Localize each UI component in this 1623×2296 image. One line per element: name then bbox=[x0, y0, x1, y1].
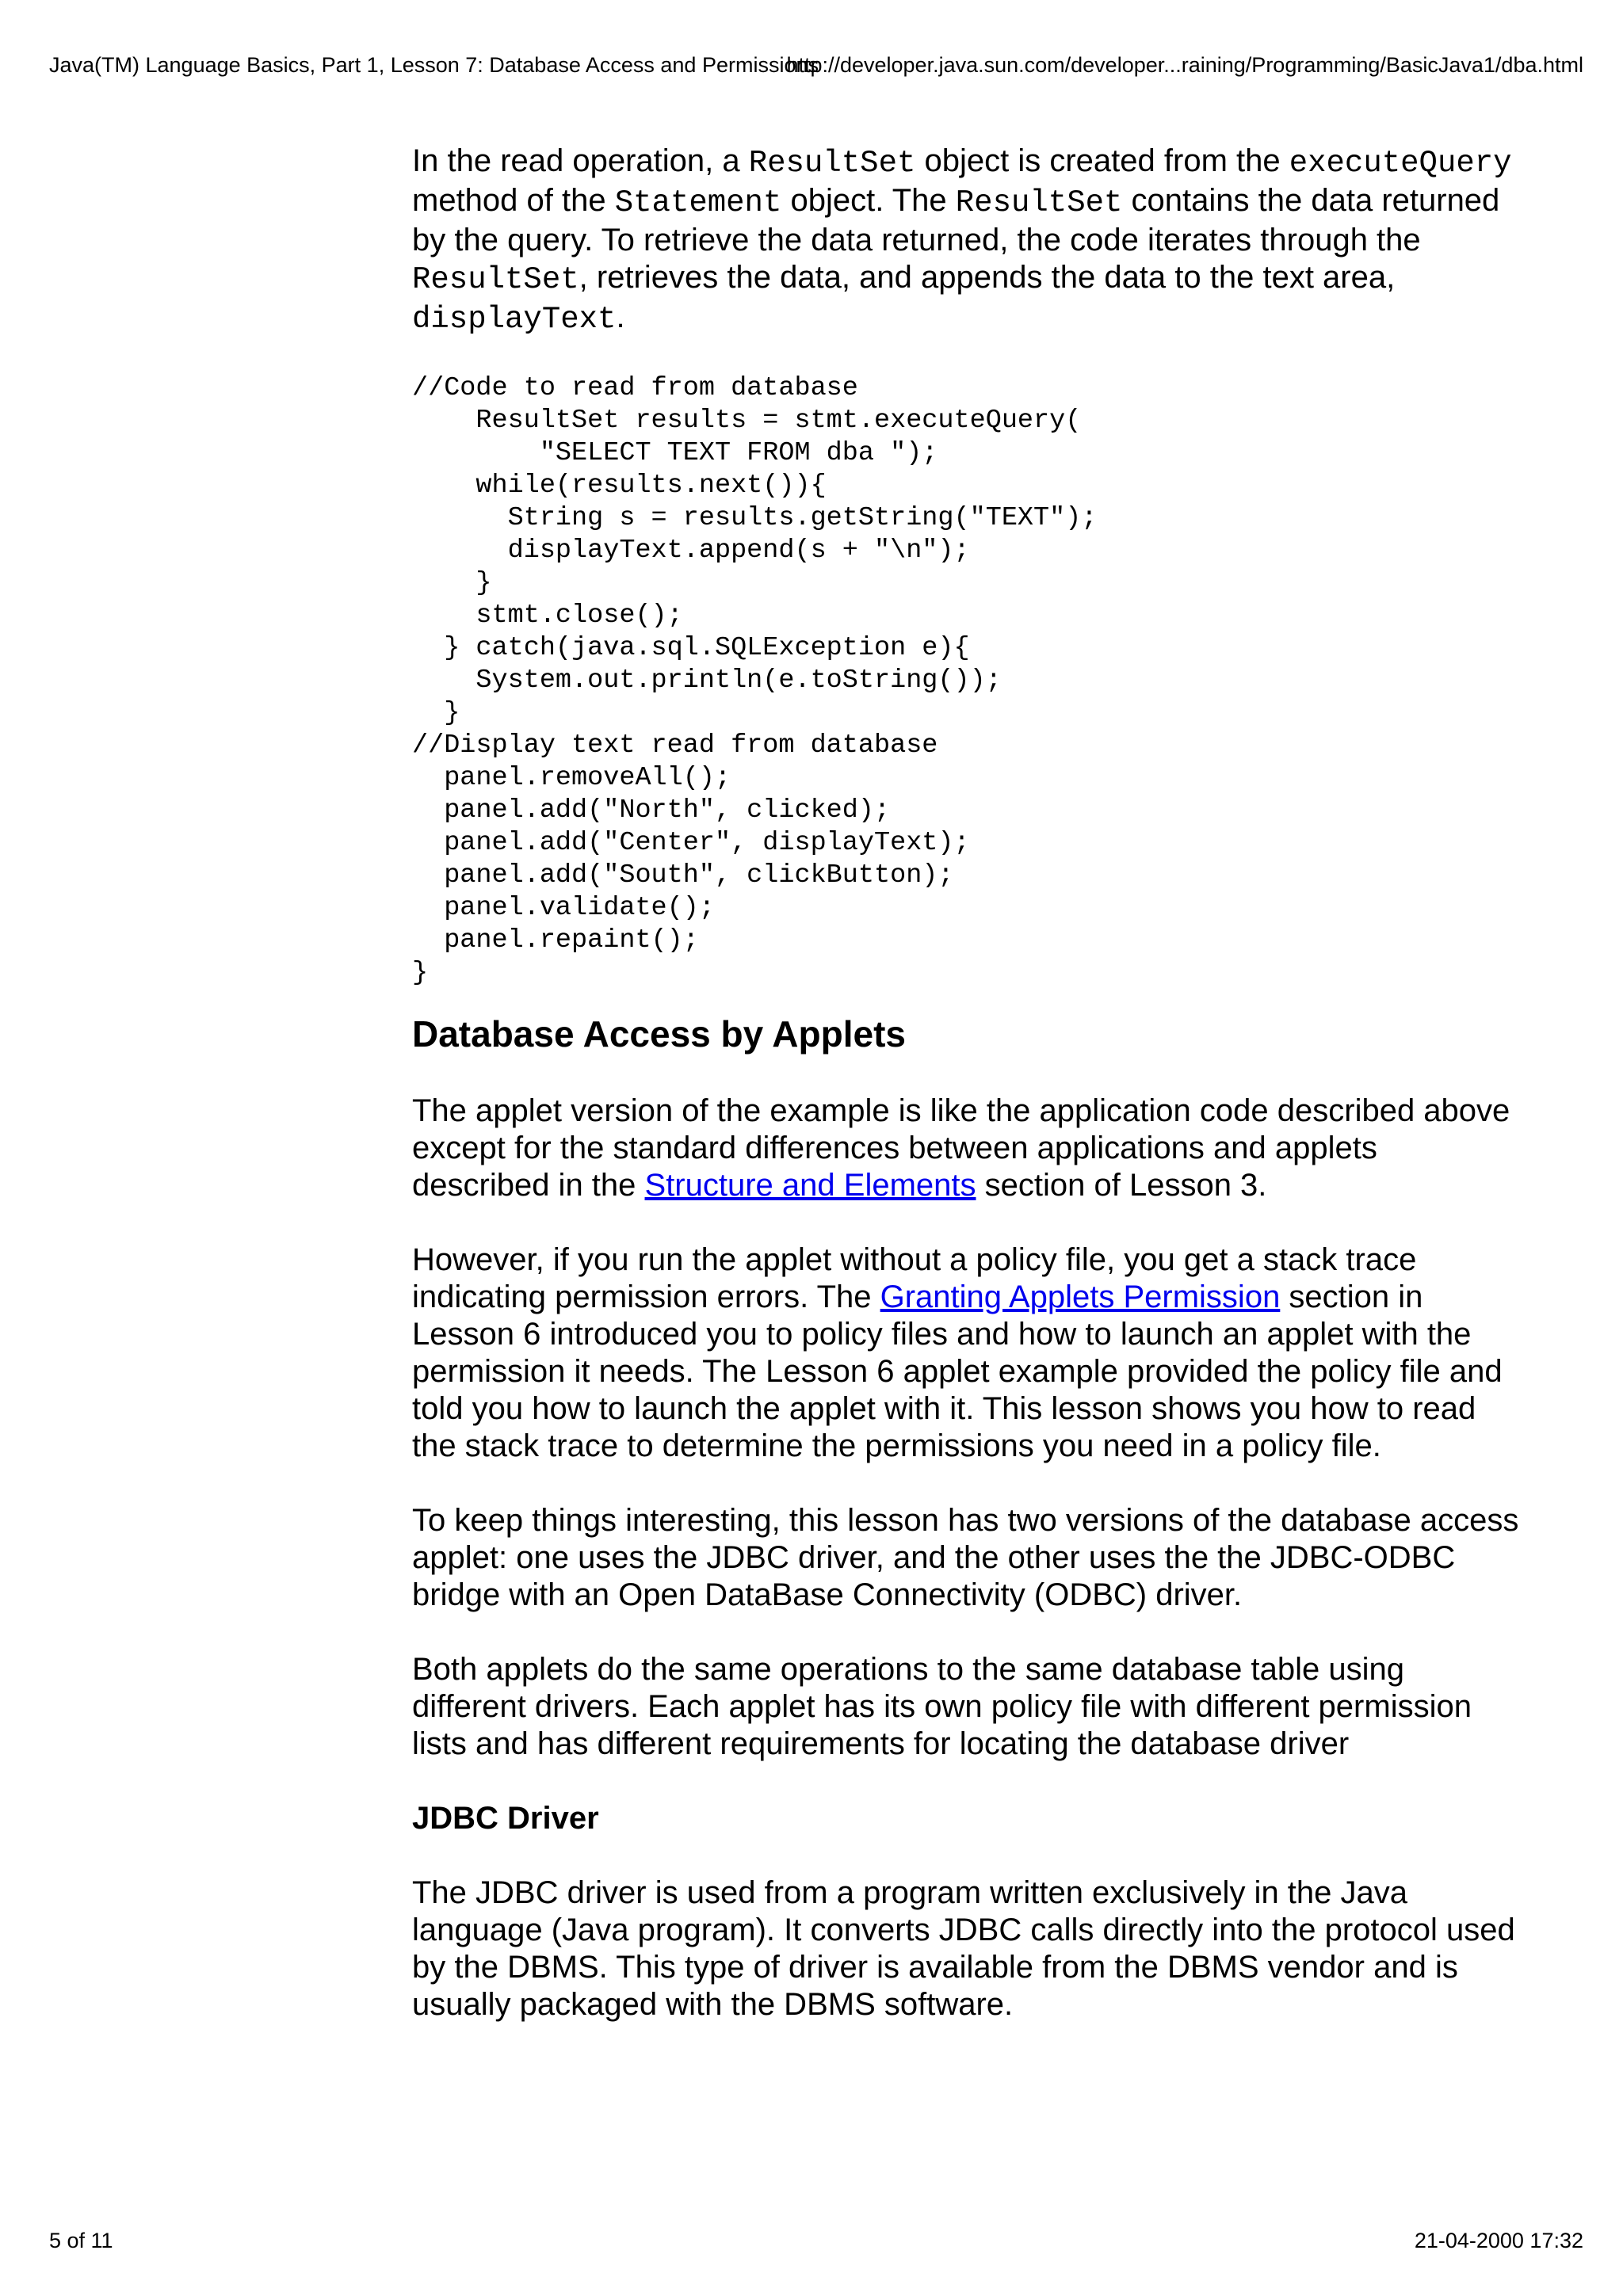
paragraph-text: section in Lesson 6 introduced you to policy files and how to launch an applet with the permission it needs. The Lesson 6 applet example provided the policy file and told you how to launch the applet with it. This lesson shows you how to read the stack trace to determine the permissions you need in a policy file. bbox=[412, 1280, 1503, 1463]
inline-code: Statement bbox=[614, 185, 782, 220]
page-title: Java(TM) Language Basics, Part 1, Lesson 7: Database Access and Permissions bbox=[49, 53, 819, 77]
paragraph: The JDBC driver is used from a program written exclusively in the Java language (Java program). It converts JDBC calls directly into the protocol used by the DBMS. This type of driver is available from the DBMS vendor and is usually packaged with the DBMS software. bbox=[412, 1875, 1515, 2022]
paragraph bbox=[412, 1241, 1522, 1465]
page-number: 5 of 11 bbox=[49, 2229, 113, 2252]
intro-text: In the read operation, a bbox=[412, 143, 749, 178]
intro-text: contains the data returned by the query. To retrieve the data returned, the code iterates through the bbox=[412, 183, 1500, 257]
intro-text: object is created from the bbox=[915, 143, 1289, 178]
intro-text: method of the bbox=[412, 183, 615, 218]
intro-text: . bbox=[616, 299, 625, 334]
inline-code: displayText bbox=[412, 302, 617, 337]
paragraph: To keep things interesting, this lesson has two versions of the database access applet: one uses the JDBC driver, and the other uses the the JDBC-ODBC bridge with an Open DataBase Connectivity (ODBC) driver. bbox=[412, 1503, 1519, 1612]
paragraph-text: However, if you run the applet without a policy file, you get a stack trace indicating permission errors. The bbox=[412, 1242, 1417, 1314]
intro-text: , retrieves the data, and appends the data to the text area, bbox=[579, 260, 1396, 295]
paragraph bbox=[412, 1093, 1522, 1204]
intro-paragraph bbox=[412, 143, 1522, 338]
section-heading-jdbc-driver: JDBC Driver bbox=[412, 1801, 599, 1836]
page-url: http://developer.java.sun.com/developer...raining/Programming/BasicJava1/dba.html bbox=[786, 53, 1583, 77]
print-header bbox=[49, 49, 1583, 81]
inline-code: executeQuery bbox=[1289, 146, 1512, 181]
print-footer bbox=[49, 2225, 1583, 2256]
paragraph-text: The applet version of the example is like the application code described above except for the standard differences between applications and applets described in the bbox=[412, 1093, 1510, 1203]
section-heading-applets: Database Access by Applets bbox=[412, 1013, 906, 1055]
print-datetime: 21-04-2000 17:32 bbox=[1414, 2229, 1583, 2252]
intro-text: object. The bbox=[781, 183, 956, 218]
document-body bbox=[412, 143, 1522, 2023]
inline-code: ResultSet bbox=[412, 262, 579, 297]
granting-applets-permission-link[interactable]: Granting Applets Permission bbox=[880, 1280, 1281, 1314]
inline-code: ResultSet bbox=[748, 146, 916, 181]
paragraph: Both applets do the same operations to the same database table using different drivers. Each applet has its own policy file with different permission lists and has different requirements for locating the database driver bbox=[412, 1652, 1472, 1761]
structure-elements-link[interactable]: Structure and Elements bbox=[644, 1168, 976, 1203]
inline-code: ResultSet bbox=[955, 185, 1123, 220]
code-listing: //Code to read from database ResultSet results = stmt.executeQuery( "SELECT TEXT FROM dba "); while(results.next()){ String s = results.getString("TEXT"); displayText.append(s + "\n"); } stmt.close(); } catch(java.sql.SQLException e){ System.out.println(e.toString()); } //Display text read from database panel.removeAll(); panel.add("North", clicked); panel.add("Center", displayText); panel.add("South", clickButton); panel.validate(); panel.repaint(); } bbox=[412, 373, 1098, 988]
paragraph-text: section of Lesson 3. bbox=[976, 1168, 1267, 1203]
